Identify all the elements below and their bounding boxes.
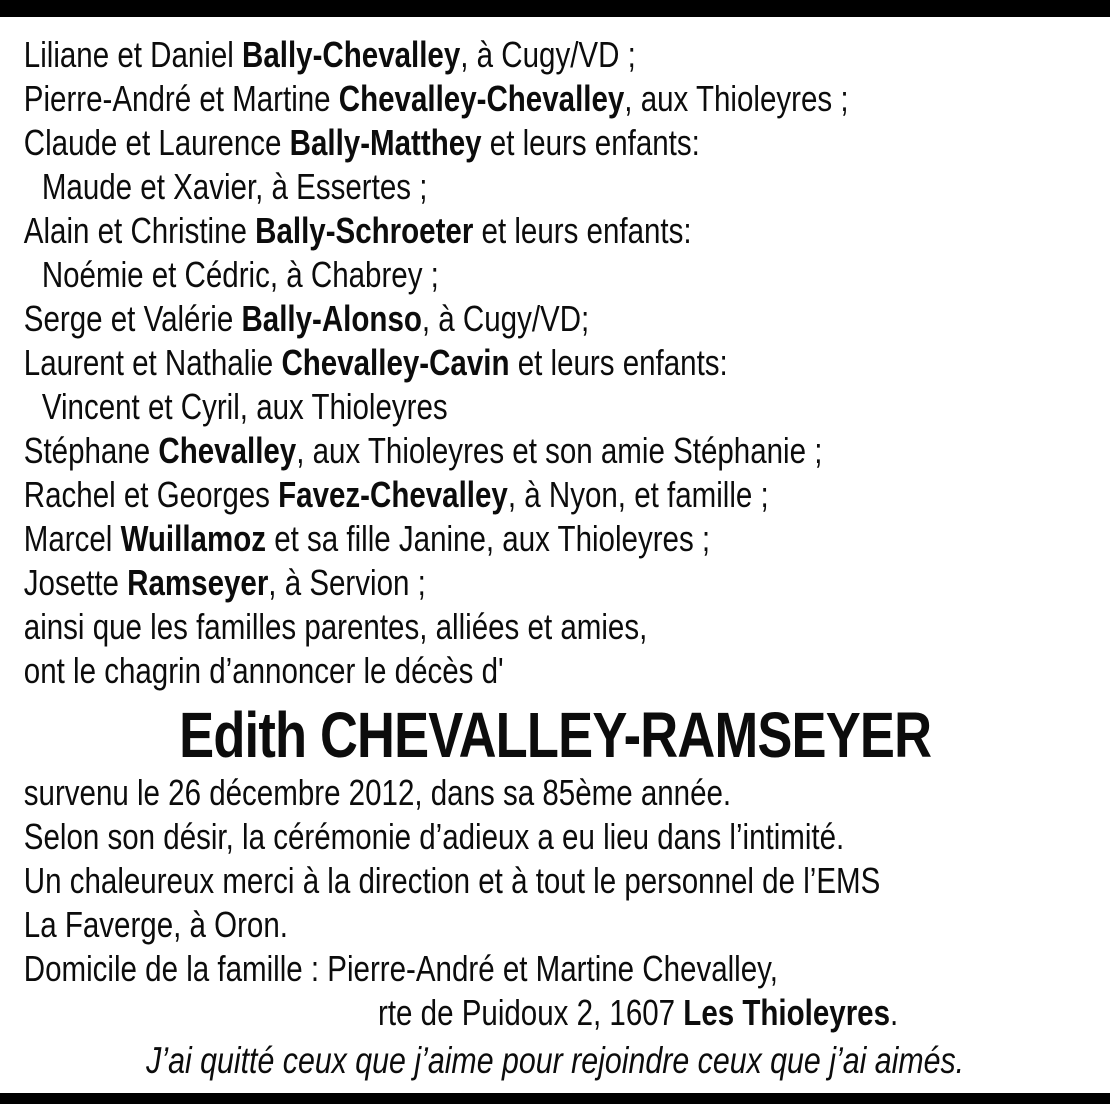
notice-text: , à Servion ;	[268, 562, 426, 603]
notice-text: et leurs enfants:	[509, 342, 728, 383]
notice-line	[24, 33, 1110, 77]
notice-text: Selon son désir, la cérémonie d’adieux a eu lieu dans l’intimité.	[23, 816, 845, 857]
notice-text: Marcel	[23, 518, 121, 559]
top-frame-bar	[0, 0, 1110, 17]
notice-line	[24, 605, 1110, 649]
notice-text: .	[890, 992, 899, 1033]
notice-text: Josette	[23, 562, 128, 603]
notice-text: La Faverge, à Oron.	[23, 904, 288, 945]
notice-text: et leurs enfants:	[481, 122, 700, 163]
notice-line	[24, 341, 1110, 385]
notice-text: Claude et Laurence	[23, 122, 290, 163]
notice-text: ainsi que les familles parentes, alliées et amies,	[23, 606, 648, 647]
family-name-bold: Les Thioleyres	[683, 992, 891, 1033]
notice-line	[24, 165, 1110, 209]
notice-text: , à Cugy/VD ;	[460, 34, 636, 75]
family-name-bold: Bally-Chevalley	[242, 34, 461, 75]
family-name-bold: Wuillamoz	[120, 518, 267, 559]
notice-line	[24, 771, 1110, 815]
notice-text: Domicile de la famille : Pierre-André et Martine Chevalley,	[23, 948, 778, 989]
notice-text: Un chaleureux merci à la direction et à tout le personnel de l’EMS	[23, 860, 881, 901]
notice-text: Laurent et Nathalie	[23, 342, 282, 383]
notice-text: Rachel et Georges	[23, 474, 279, 515]
notice-line	[24, 429, 1110, 473]
notice-line	[24, 649, 1110, 693]
notice-text: Liliane et Daniel	[23, 34, 243, 75]
family-name-bold: Chevalley-Chevalley	[338, 78, 625, 119]
notice-text: Maude et Xavier, à Essertes ;	[41, 166, 428, 207]
notice-line	[24, 815, 1110, 859]
notice-text: et leurs enfants:	[473, 210, 692, 251]
notice-line	[24, 859, 1110, 903]
family-name-bold: Chevalley	[158, 430, 297, 471]
notice-line	[24, 991, 1110, 1035]
notice-text: , à Cugy/VD;	[421, 298, 590, 339]
notice-line	[24, 121, 1110, 165]
detail-lines-block	[24, 771, 1110, 1035]
notice-text: Serge et Valérie	[23, 298, 242, 339]
family-name-bold: Bally-Matthey	[289, 122, 482, 163]
notice-text: Noémie et Cédric, à Chabrey ;	[41, 254, 439, 295]
notice-text: Vincent et Cyril, aux Thioleyres	[41, 386, 448, 427]
notice-line	[24, 561, 1110, 605]
notice-line	[24, 473, 1110, 517]
notice-text: ont le chagrin d’annoncer le décès d'	[23, 650, 504, 691]
notice-text: Stéphane	[23, 430, 159, 471]
notice-text: , aux Thioleyres et son amie Stéphanie ;	[296, 430, 823, 471]
family-name-bold: Ramseyer	[127, 562, 269, 603]
notice-text: Alain et Christine	[23, 210, 256, 251]
notice-text: survenu le 26 décembre 2012, dans sa 85ème année.	[23, 772, 732, 813]
obituary-notice	[0, 17, 1110, 1083]
family-lines-block	[24, 33, 1110, 693]
notice-line	[24, 253, 1110, 297]
family-name-bold: Bally-Schroeter	[255, 210, 474, 251]
deceased-name-title: Edith CHEVALLEY-RAMSEYER	[179, 699, 932, 771]
notice-text: , à Nyon, et famille ;	[507, 474, 769, 515]
notice-line	[24, 209, 1110, 253]
notice-line	[24, 385, 1110, 429]
notice-line	[24, 947, 1110, 991]
family-name-bold: Favez-Chevalley	[278, 474, 508, 515]
notice-line	[24, 77, 1110, 121]
notice-text: et sa fille Janine, aux Thioleyres ;	[266, 518, 711, 559]
notice-line	[24, 517, 1110, 561]
notice-text: , aux Thioleyres ;	[624, 78, 849, 119]
notice-text: rte de Puidoux 2, 1607	[378, 992, 684, 1033]
epitaph-line: J’ai quitté ceux que j’aime pour rejoindre ceux que j’ai aimés.	[146, 1040, 965, 1081]
notice-line	[24, 903, 1110, 947]
notice-line	[24, 297, 1110, 341]
bottom-frame-bar	[0, 1093, 1110, 1104]
family-name-bold: Chevalley-Cavin	[281, 342, 510, 383]
notice-text: Pierre-André et Martine	[23, 78, 339, 119]
family-name-bold: Bally-Alonso	[241, 298, 422, 339]
